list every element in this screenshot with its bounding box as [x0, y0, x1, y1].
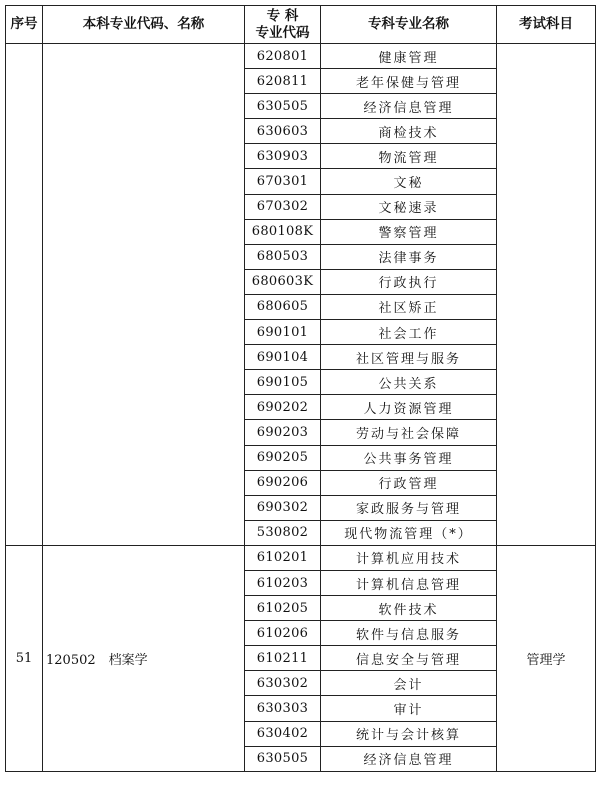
table-row — [6, 545, 596, 570]
associate-code-cell: 630505 — [245, 94, 321, 119]
associate-name-cell: 社区矫正 — [321, 294, 497, 319]
exam-subject-cell: 管理学 — [497, 545, 596, 771]
associate-code-cell: 690206 — [245, 470, 321, 495]
associate-code-cell: 680603K — [245, 269, 321, 294]
associate-name-cell: 信息安全与管理 — [321, 646, 497, 671]
associate-name-cell: 公共事务管理 — [321, 445, 497, 470]
associate-name-cell: 劳动与社会保障 — [321, 420, 497, 445]
associate-name-cell: 家政服务与管理 — [321, 495, 497, 520]
associate-code-cell: 680605 — [245, 294, 321, 319]
associate-name-cell: 文秘 — [321, 169, 497, 194]
associate-name-cell: 公共关系 — [321, 370, 497, 395]
associate-code-cell: 670301 — [245, 169, 321, 194]
header-associate-name: 专科专业名称 — [321, 6, 497, 44]
associate-name-cell: 审计 — [321, 696, 497, 721]
associate-code-cell: 620801 — [245, 44, 321, 69]
associate-name-cell: 法律事务 — [321, 244, 497, 269]
associate-code-cell: 690203 — [245, 420, 321, 445]
table-row — [6, 44, 596, 69]
associate-code-cell: 670302 — [245, 194, 321, 219]
header-associate-code-line1: 专 科 — [266, 7, 299, 24]
associate-code-cell: 680108K — [245, 219, 321, 244]
associate-code-cell: 690302 — [245, 495, 321, 520]
header-exam-subject: 考试科目 — [497, 6, 596, 44]
associate-code-cell: 690101 — [245, 320, 321, 345]
associate-name-cell: 物流管理 — [321, 144, 497, 169]
associate-name-cell: 人力资源管理 — [321, 395, 497, 420]
associate-code-cell: 630903 — [245, 144, 321, 169]
associate-name-cell: 会计 — [321, 671, 497, 696]
associate-name-cell: 文秘速录 — [321, 194, 497, 219]
associate-name-cell: 经济信息管理 — [321, 746, 497, 771]
associate-code-cell: 690105 — [245, 370, 321, 395]
associate-code-cell: 630302 — [245, 671, 321, 696]
major-table — [5, 5, 596, 772]
exam-subject-cell — [497, 44, 596, 546]
associate-code-cell: 630402 — [245, 721, 321, 746]
associate-code-cell: 690205 — [245, 445, 321, 470]
associate-name-cell: 现代物流管理（*） — [321, 520, 497, 545]
associate-name-cell: 经济信息管理 — [321, 94, 497, 119]
associate-code-cell: 610201 — [245, 545, 321, 570]
associate-name-cell: 社会工作 — [321, 320, 497, 345]
bachelor-major-cell — [43, 44, 245, 546]
associate-name-cell: 老年保健与管理 — [321, 69, 497, 94]
associate-name-cell: 计算机应用技术 — [321, 545, 497, 570]
associate-code-cell: 610211 — [245, 646, 321, 671]
associate-code-cell: 630303 — [245, 696, 321, 721]
seq-cell: 51 — [6, 545, 43, 771]
associate-code-cell: 690202 — [245, 395, 321, 420]
associate-code-cell: 630603 — [245, 119, 321, 144]
seq-cell — [6, 44, 43, 546]
associate-name-cell: 行政执行 — [321, 269, 497, 294]
page — [5, 5, 596, 772]
associate-name-cell: 软件技术 — [321, 596, 497, 621]
associate-code-cell: 690104 — [245, 345, 321, 370]
header-row — [6, 6, 596, 44]
associate-code-cell: 630505 — [245, 746, 321, 771]
associate-code-cell: 610206 — [245, 621, 321, 646]
header-associate-code — [245, 6, 321, 44]
bachelor-major-cell: 120502 档案学 — [43, 545, 245, 771]
associate-code-cell: 680503 — [245, 244, 321, 269]
header-seq: 序号 — [6, 6, 43, 44]
header-associate-code-line2: 专业代码 — [255, 24, 310, 41]
associate-name-cell: 统计与会计核算 — [321, 721, 497, 746]
associate-name-cell: 行政管理 — [321, 470, 497, 495]
associate-name-cell: 计算机信息管理 — [321, 570, 497, 595]
associate-name-cell: 社区管理与服务 — [321, 345, 497, 370]
associate-code-cell: 620811 — [245, 69, 321, 94]
associate-name-cell: 警察管理 — [321, 219, 497, 244]
associate-name-cell: 健康管理 — [321, 44, 497, 69]
associate-code-cell: 610205 — [245, 596, 321, 621]
associate-name-cell: 软件与信息服务 — [321, 621, 497, 646]
associate-code-cell: 610203 — [245, 570, 321, 595]
header-bachelor-major: 本科专业代码、名称 — [43, 6, 245, 44]
associate-name-cell: 商检技术 — [321, 119, 497, 144]
associate-code-cell: 530802 — [245, 520, 321, 545]
